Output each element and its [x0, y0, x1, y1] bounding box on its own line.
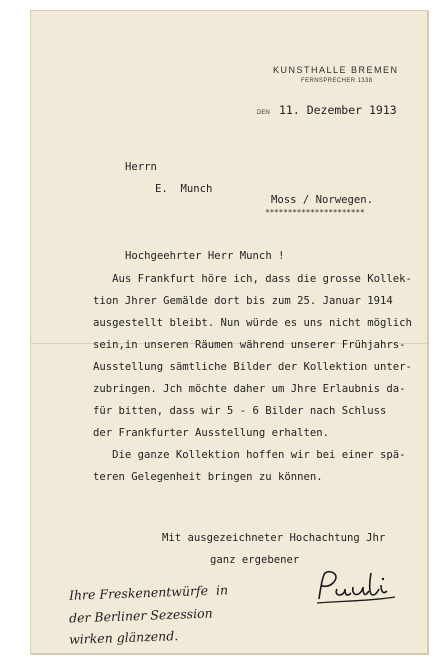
body-line: sein,in unseren Räumen während unserer Frühjahrs- — [93, 339, 406, 351]
closing-line-1: Mit ausgezeichneter Hochachtung Jhr — [162, 532, 386, 544]
greeting: Hochgeehrter Herr Munch ! — [125, 250, 285, 262]
body-line: für bitten, dass wir 5 - 6 Bilder nach Schluss — [93, 405, 387, 417]
recipient-underline: ********************** — [265, 208, 365, 217]
letter-date: 11. Dezember 1913 — [279, 103, 397, 117]
body-line: Aus Frankfurt höre ich, dass die grosse Kollek- — [93, 273, 412, 285]
signature — [311, 567, 401, 609]
letterhead-phone: FERNSPRECHER 1338 — [301, 78, 373, 84]
body-line: Die ganze Kollektion hoffen wir bei einer spä- — [93, 449, 406, 461]
body-line: teren Gelegenheit bringen zu können. — [93, 471, 323, 483]
recipient-city: Moss / Norwegen. — [271, 194, 374, 206]
date-prefix: DEN — [257, 110, 270, 116]
recipient-salutation: Herrn — [125, 161, 157, 173]
closing-line-2: ganz ergebener — [210, 554, 300, 566]
body-line: Ausstellung sämtliche Bilder der Kollektion unter- — [93, 361, 412, 373]
letter-sheet — [30, 10, 428, 654]
handwritten-note-line: der Berliner Sezession — [68, 605, 213, 626]
body-line: ausgestellt bleibt. Nun würde es uns nicht möglich — [93, 317, 412, 329]
recipient-name: E. Munch — [155, 183, 213, 195]
letterhead-title: KUNSTHALLE BREMEN — [273, 65, 399, 75]
body-line: der Frankfurter Ausstellung erhalten. — [93, 427, 329, 439]
body-line: zubringen. Jch möchte daher um Jhre Erlaubnis da- — [93, 383, 406, 395]
body-line: tion Jhrer Gemälde dort bis zum 25. Januar 1914 — [93, 295, 393, 307]
handwritten-note-line: Ihre Freskenentwürfe in — [68, 582, 229, 603]
handwritten-note-line: wirken glänzend. — [68, 628, 179, 647]
